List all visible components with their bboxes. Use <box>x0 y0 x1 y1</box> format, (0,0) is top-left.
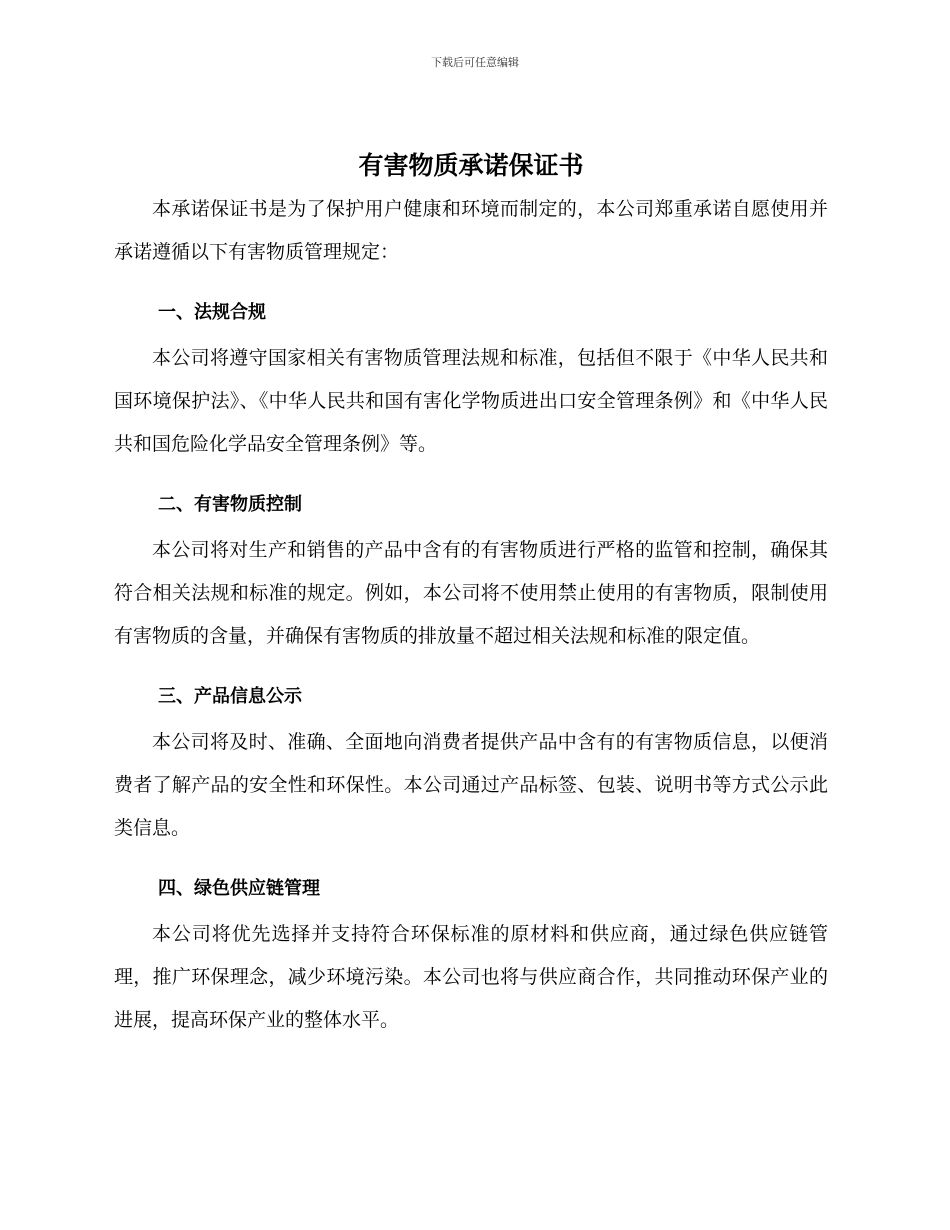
page-header: 下载后可任意编辑 <box>431 56 519 69</box>
section-heading-substance-control: 二、有害物质控制 <box>158 494 302 515</box>
section-body-regulatory: 本公司将遵守国家相关有害物质管理法规和标准，包括但不限于《中华人民共和国环境保护法》、《中华人民共和国有害化学物质进出口安全管理条例》和《中华人民共和国危险化学品安全管理条例》等。 <box>114 347 828 455</box>
section-heading-regulatory: 一、法规合规 <box>158 302 266 323</box>
intro-paragraph: 本承诺保证书是为了保护用户健康和环境而制定的，本公司郑重承诺自愿使用并承诺遵循以下有害物质管理规定： <box>114 198 828 263</box>
section-body-substance-control: 本公司将对生产和销售的产品中含有的有害物质进行严格的监管和控制，确保其符合相关法规和标准的规定。例如，本公司将不使用禁止使用的有害物质，限制使用有害物质的含量，并确保有害物质的排放量不超过相关法规和标准的限定值。 <box>114 539 828 647</box>
document-body <box>114 146 828 1042</box>
section-body-green-supply-chain: 本公司将优先选择并支持符合环保标准的原材料和供应商，通过绿色供应链管理，推广环保理念，减少环境污染。本公司也将与供应商合作，共同推动环保产业的进展，提高环保产业的整体水平。 <box>114 923 828 1031</box>
section-heading-product-info: 三、产品信息公示 <box>158 686 302 707</box>
section-heading-green-supply-chain: 四、绿色供应链管理 <box>158 878 320 899</box>
document-title: 有害物质承诺保证书 <box>358 151 584 180</box>
section-body-product-info: 本公司将及时、准确、全面地向消费者提供产品中含有的有害物质信息，以便消费者了解产品的安全性和环保性。本公司通过产品标签、包装、说明书等方式公示此类信息。 <box>114 731 828 839</box>
